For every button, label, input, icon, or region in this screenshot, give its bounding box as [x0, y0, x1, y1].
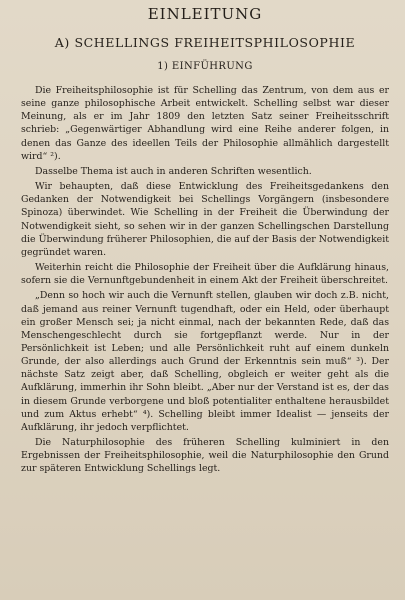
- paragraph: Dasselbe Thema ist auch in anderen Schriften wesentlich.: [35, 165, 312, 177]
- section-heading: A) SCHELLINGS FREIHEITSPHILOSOPHIE: [54, 35, 356, 50]
- chapter-heading: EINLEITUNG: [147, 5, 263, 23]
- paragraph: Die Naturphilosophie des früheren Schelling kulminiert in den Ergebnissen der Freiheitsphilosophie, weil die Naturphilosophie den Grund zur späteren Entwicklung Schellings legt.: [21, 437, 389, 475]
- paragraph: „Denn so hoch wir auch die Vernunft stellen, glauben wir doch z.B. nicht, daß jemand aus reiner Vernunft tugendhaft, oder ein Held, oder überhaupt ein großer Mensch sei; ja nicht einmal, nach der bekannten Rede, daß das Menschengeschlecht durch sie fortgepflanzt werde. Nur in der Persönlichkeit ist Leben; und alle Persönlichkeit ruht auf einem dunkeln Grunde, der also allerdings auch Grund der Erkenntnis sein muß“ ³). Der nächste Satz zeigt aber, daß Schelling, obgleich er weiter geht als die Aufklärung, immerhin ihr Sohn bleibt. „Aber nur der Verstand ist es, der das in diesem Grunde verborgene und bloß potentialiter enthaltene herausbildet und zum Aktus erhebt“ ⁴). Schelling bleibt immer Idealist — jenseits der Aufklärung, ihr jedoch verpflichtet.: [21, 290, 389, 433]
- paragraph: Weiterhin reicht die Philosophie der Freiheit über die Aufklärung hinaus, sofern sie die Vernunftgebundenheit in einem Akt der Freiheit überschreitet.: [21, 262, 389, 287]
- body-text: [21, 84, 389, 476]
- paragraph: Wir behaupten, daß diese Entwicklung des Freiheitsgedankens den Gedanken der Notwendigkeit bei Schellings Vorgängern (insbesondere Spinoza) überwindet. Wie Schelling in der Freiheit die Überwindung der Notwendigkeit sieht, so sehen wir in der ganzen Schellingschen Darstellung die Überwindung früherer Philosophien, die auf der Basis der Notwendigkeit gegründet waren.: [21, 181, 389, 258]
- subsection-heading: 1) EINFÜHRUNG: [157, 61, 253, 72]
- paragraph: Die Freiheitsphilosophie ist für Schelling das Zentrum, von dem aus er seine ganze philosophische Arbeit entwickelt. Schelling selbst war dieser Meinung, als er im Jahr 1809 den letzten Satz seiner Freiheitsschrift schrieb: „Gegenwärtiger Abhandlung wird eine Reihe anderer folgen, in denen das Ganze des ideellen Teils der Philosophie allmählich dargestellt wird“ ²).: [21, 85, 389, 162]
